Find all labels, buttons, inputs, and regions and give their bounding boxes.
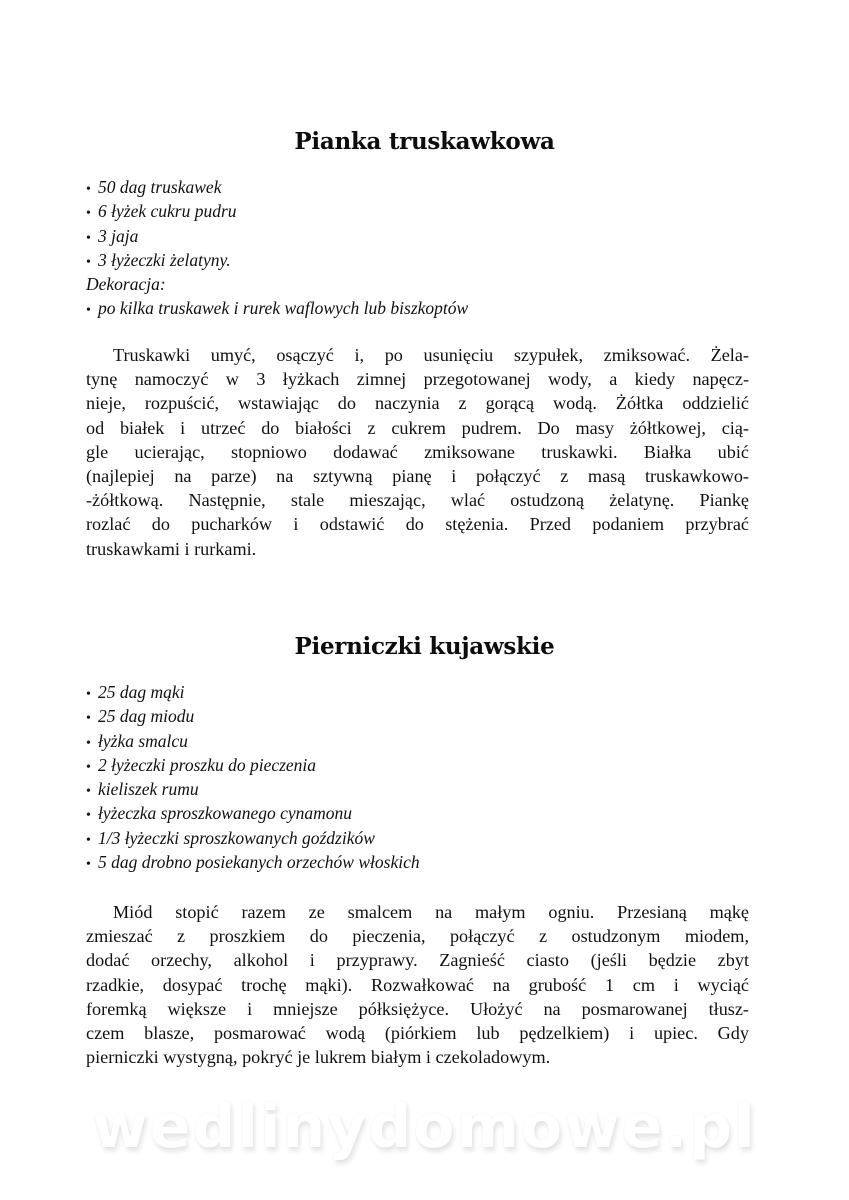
bullet-icon: • [86, 857, 91, 873]
ingredient-item: • kieliszek rumu [86, 777, 420, 801]
bullet-icon: • [86, 832, 91, 848]
instruction-line: foremką większe i mniejsze półksiężyce. Ułożyć na posmarowanej tłusz- [86, 998, 749, 1019]
bullet-icon: • [86, 254, 91, 270]
ingredient-item: • łyżka smalcu [86, 729, 420, 753]
bullet-icon: • [86, 687, 91, 702]
instruction-line: dodać orzechy, alkohol i przyprawy. Zagnieść ciasto (jeśli będzie zbyt [86, 950, 749, 971]
ingredient-item: • 50 dag truskawek [86, 175, 468, 199]
instruction-line: nieje, rozpuścić, wstawiając do naczynia z gorącą wodą. Żółtka oddzielić [86, 393, 749, 414]
decoration-item: • po kilka truskawek i rurek waflowych lub biszkoptów [86, 296, 468, 320]
decoration-label: Dekoracja: [86, 274, 166, 295]
bullet-icon: • [86, 230, 91, 246]
bullet-icon: • [86, 182, 91, 197]
instruction-line: tynę namoczyć w 3 łyżkach zimnej przegotowanej wody, a kiedy napęcz- [86, 369, 749, 390]
instruction-line: zmieszać z proszkiem do pieczenia, połączyć z ostudzonym miodem, [86, 926, 749, 947]
instructions-paragraph [86, 343, 749, 561]
instruction-line: -żółtkową. Następnie, stale mieszając, wlać ostudzoną żelatynę. Piankę [86, 490, 749, 511]
instruction-line: truskawkami i rurkami. [86, 538, 257, 559]
bullet-icon: • [86, 759, 91, 775]
ingredient-item: • 6 łyżek cukru pudru [86, 199, 468, 223]
ingredient-item: • 2 łyżeczki proszku do pieczenia [86, 753, 420, 777]
instruction-line: pierniczki wystygną, pokryć je lukrem białym i czekoladowym. [86, 1047, 551, 1068]
bullet-icon: • [86, 808, 91, 824]
ingredient-item: • łyżeczka sproszkowanego cynamonu [86, 801, 420, 825]
instruction-line: rozlać do pucharków i odstawić do stężenia. Przed podaniem przybrać [86, 514, 749, 535]
instruction-line: czem blasze, posmarować wodą (piórkiem lub pędzelkiem) i upiec. Gdy [86, 1023, 749, 1044]
bullet-icon: • [86, 784, 91, 800]
bullet-icon: • [86, 711, 91, 727]
instruction-line: gle ucierając, stopniowo dodawać zmiksowane truskawki. Białka ubić [86, 441, 749, 462]
ingredients-list [86, 680, 420, 874]
ingredients-list [86, 175, 468, 321]
ingredient-item: • 3 jaja [86, 224, 468, 248]
instruction-line: od białek i utrzeć do białości z cukrem pudrem. Do masy żółtkowej, cią- [86, 417, 749, 438]
instruction-line: (najlepiej na parze) na sztywną pianę i połączyć z masą truskawkowo- [86, 466, 749, 487]
instruction-line: Truskawki umyć, osączyć i, po usunięciu szypułek, zmiksować. Żela- [113, 345, 749, 365]
bullet-icon: • [86, 206, 91, 222]
instructions-paragraph [86, 900, 749, 1069]
instruction-line: rzadkie, dosypać trochę mąki). Rozwałkować na grubość 1 cm i wyciąć [86, 974, 749, 995]
recipe-title: Pianka truskawkowa [294, 128, 555, 155]
ingredient-item: • 25 dag mąki [86, 680, 420, 704]
recipe-title: Pierniczki kujawskie [294, 633, 555, 660]
bullet-icon: • [86, 303, 91, 319]
ingredient-item: • 5 dag drobno posiekanych orzechów włoskich [86, 850, 420, 874]
ingredient-item: • 3 łyżeczki żelatyny. [86, 248, 468, 272]
ingredient-item: • 1/3 łyżeczki sproszkowanych goździków [86, 826, 420, 850]
ingredient-item: • 25 dag miodu [86, 704, 420, 728]
watermark: wedlinydomowe.pl [92, 1092, 757, 1162]
instruction-line: Miód stopić razem ze smalcem na małym ogniu. Przesianą mąkę [113, 902, 749, 922]
bullet-icon: • [86, 735, 91, 751]
